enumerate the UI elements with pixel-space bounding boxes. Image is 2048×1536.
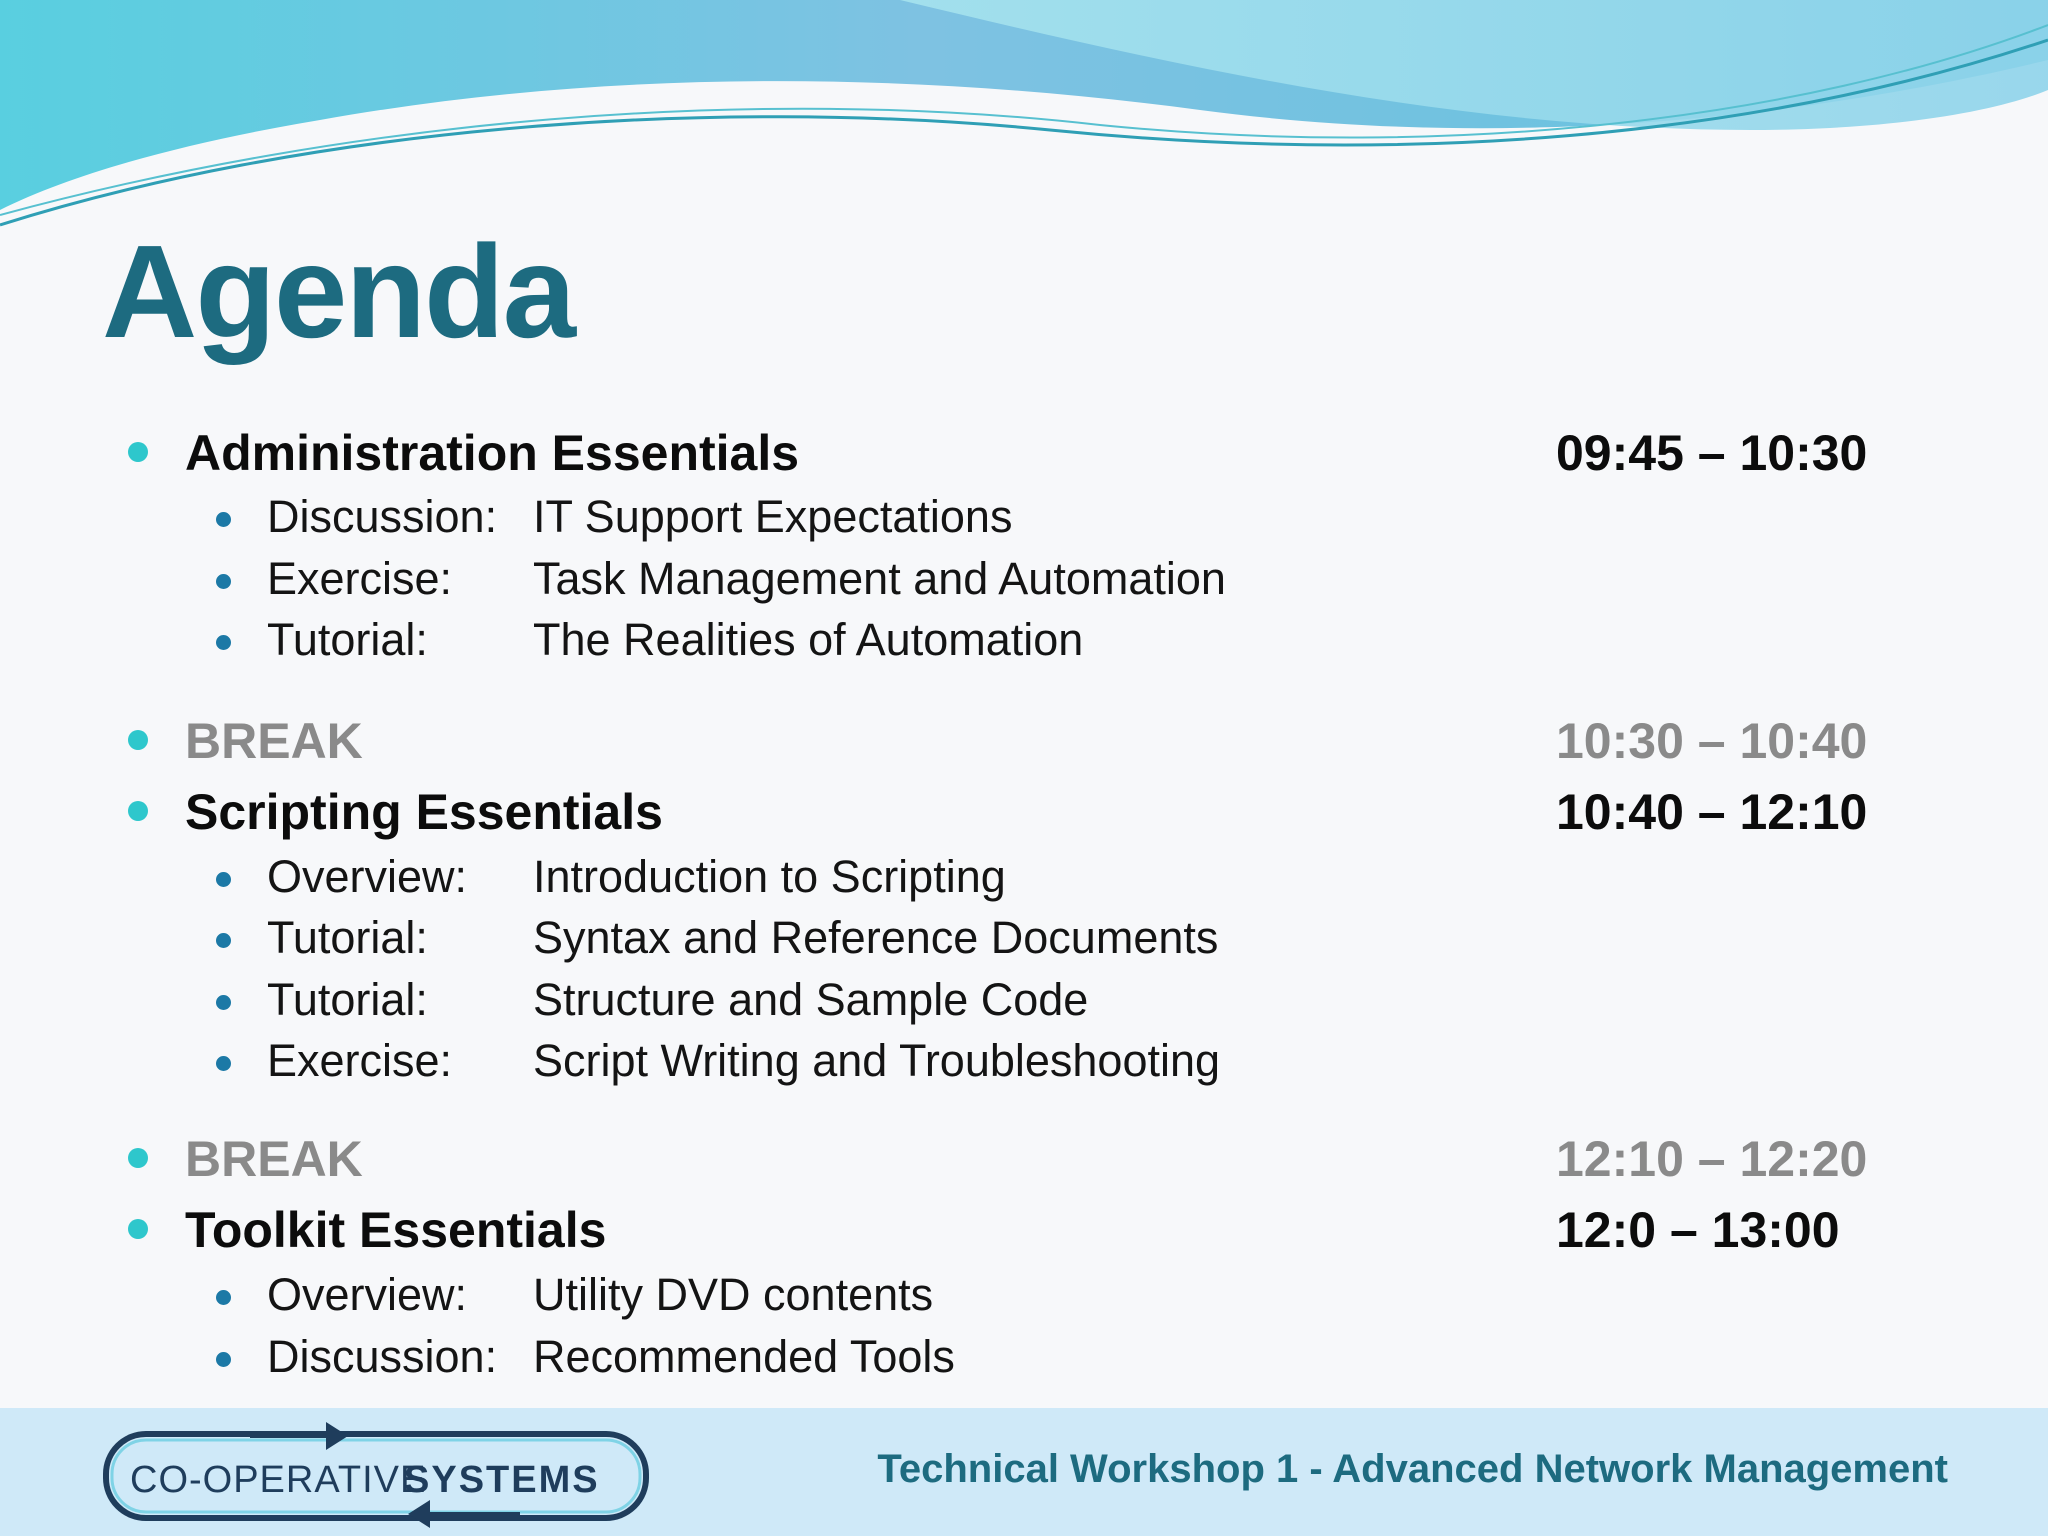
item-topic: Introduction to Scripting xyxy=(533,851,1006,902)
item-bullet-icon xyxy=(216,872,231,887)
agenda-item xyxy=(0,1328,2048,1392)
agenda-item xyxy=(0,971,2048,1035)
section-bullet-icon xyxy=(128,442,148,462)
slide-title: Agenda xyxy=(102,218,575,365)
agenda-item xyxy=(0,1032,2048,1096)
section-time: 12:0 – 13:00 xyxy=(1556,1202,1840,1258)
section-time: 09:45 – 10:30 xyxy=(1556,425,1868,481)
section-time: 10:40 – 12:10 xyxy=(1556,784,1868,840)
section-title: Scripting Essentials xyxy=(185,784,663,840)
section-title: Administration Essentials xyxy=(185,425,800,481)
agenda-section-administration xyxy=(0,422,2048,486)
item-topic: Structure and Sample Code xyxy=(533,974,1089,1025)
item-topic: Script Writing and Troubleshooting xyxy=(533,1035,1221,1086)
item-kind: Tutorial: xyxy=(267,974,428,1025)
workshop-title: Technical Workshop 1 - Advanced Network Management xyxy=(877,1447,1948,1491)
logo-text-bold: SYSTEMS xyxy=(404,1459,600,1501)
section-bullet-icon xyxy=(128,1219,148,1239)
item-topic: Task Management and Automation xyxy=(533,553,1226,604)
item-kind: Exercise: xyxy=(267,553,453,604)
item-topic: IT Support Expectations xyxy=(533,491,1013,542)
agenda-item xyxy=(0,550,2048,614)
section-title: BREAK xyxy=(185,713,363,769)
item-bullet-icon xyxy=(216,1056,231,1071)
co-operative-systems-logo xyxy=(100,1420,660,1532)
agenda-section-toolkit xyxy=(0,1199,2048,1263)
agenda-item xyxy=(0,848,2048,912)
agenda-item xyxy=(0,909,2048,973)
agenda-section-scripting xyxy=(0,781,2048,845)
item-kind: Exercise: xyxy=(267,1035,453,1086)
item-kind: Discussion: xyxy=(267,491,498,542)
item-kind: Discussion: xyxy=(267,1331,498,1382)
item-kind: Tutorial: xyxy=(267,614,428,665)
item-bullet-icon xyxy=(216,933,231,948)
item-bullet-icon xyxy=(216,995,231,1010)
item-bullet-icon xyxy=(216,512,231,527)
item-bullet-icon xyxy=(216,1290,231,1305)
item-bullet-icon xyxy=(216,1352,231,1367)
section-title: BREAK xyxy=(185,1131,363,1187)
section-bullet-icon xyxy=(128,730,148,750)
section-time: 10:30 – 10:40 xyxy=(1556,713,1868,769)
agenda-item xyxy=(0,611,2048,675)
item-topic: The Realities of Automation xyxy=(533,614,1084,665)
item-topic: Syntax and Reference Documents xyxy=(533,912,1219,963)
item-kind: Overview: xyxy=(267,1269,468,1320)
agenda-item xyxy=(0,488,2048,552)
section-bullet-icon xyxy=(128,1148,148,1168)
logo-text-light: CO-OPERATIVE xyxy=(130,1459,427,1501)
section-time: 12:10 – 12:20 xyxy=(1556,1131,1868,1187)
item-kind: Tutorial: xyxy=(267,912,428,963)
item-topic: Recommended Tools xyxy=(533,1331,955,1382)
item-bullet-icon xyxy=(216,635,231,650)
agenda-section-break xyxy=(0,1128,2048,1192)
item-topic: Utility DVD contents xyxy=(533,1269,934,1320)
agenda-item xyxy=(0,1266,2048,1330)
agenda-section-break xyxy=(0,710,2048,774)
item-kind: Overview: xyxy=(267,851,468,902)
section-bullet-icon xyxy=(128,801,148,821)
section-title: Toolkit Essentials xyxy=(185,1202,607,1258)
header-wave-decoration xyxy=(0,0,2048,240)
item-bullet-icon xyxy=(216,574,231,589)
